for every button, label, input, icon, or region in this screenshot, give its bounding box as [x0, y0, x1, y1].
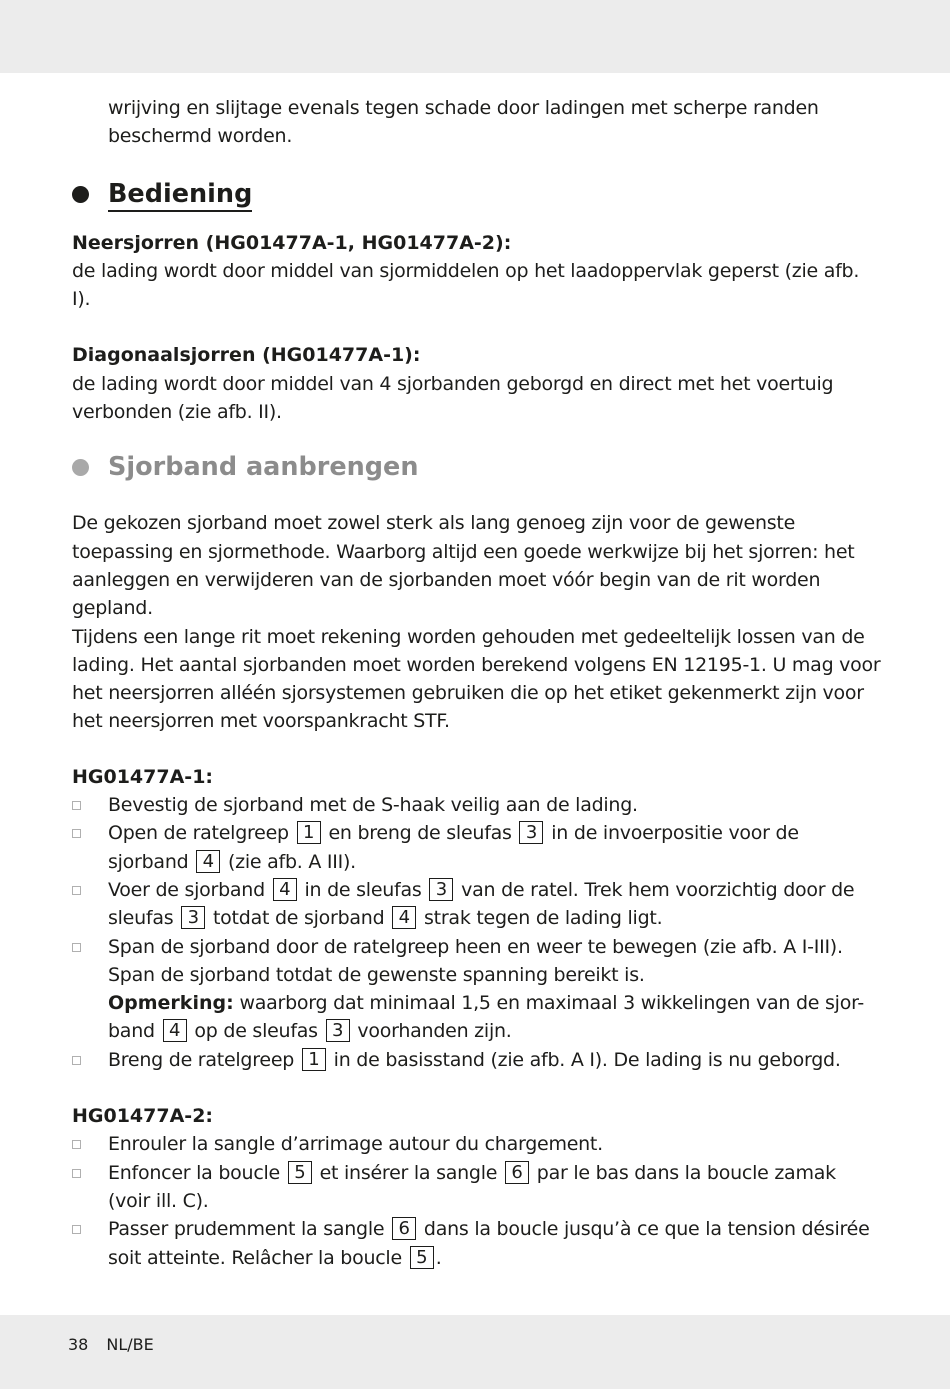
- ref-number: 3: [429, 878, 453, 901]
- checkbox-square-icon: [72, 943, 81, 952]
- ref-number: 3: [181, 906, 205, 929]
- ref-number: 6: [392, 1217, 416, 1240]
- checkbox-square-icon: [72, 1140, 81, 1149]
- bullet-dot-icon: [72, 459, 89, 476]
- sjorband-paragraph-1: De gekozen sjorband moet zowel sterk als lang genoeg zijn voor de gewenste toepassing en sjormethode. Waarborg altijd een goede werkwijze bij het sjorren: het aanleggen en verwijderen van de sjorbanden moet vóór begin van de rit worden gepland.: [72, 512, 855, 620]
- note-label: Opmerking:: [108, 992, 234, 1015]
- checkbox-square-icon: [72, 829, 81, 838]
- page-footer: [68, 1333, 172, 1357]
- list-item: Enfoncer la boucle 5 et insérer la sangle 6 par le bas dans la boucle zamak (voir ill. C).: [72, 1159, 882, 1216]
- ref-number: 4: [163, 1019, 187, 1042]
- section-title-sjorband: Sjorband aanbrengen: [72, 451, 882, 483]
- ref-number: 1: [302, 1048, 326, 1071]
- neersjorren-title: Neersjorren (HG01477A-1, HG01477A-2):: [72, 231, 512, 254]
- list-item: Passer prudemment la sangle 6 dans la boucle jusqu’à ce que la tension désirée soit atteinte. Relâcher la boucle 5 .: [72, 1215, 882, 1272]
- list-item: Breng de ratelgreep 1 in de basisstand (zie afb. A I). De lading is nu geborgd.: [72, 1046, 882, 1074]
- ref-number: 4: [196, 850, 220, 873]
- hg1-title: HG01477A-1:: [72, 765, 214, 788]
- ref-number: 4: [273, 878, 297, 901]
- ref-number: 1: [297, 821, 321, 844]
- hg2-steps: [72, 1130, 882, 1271]
- ref-number: 6: [505, 1161, 529, 1184]
- page-content: [72, 94, 882, 1272]
- hg1-steps: [72, 791, 882, 1074]
- header-band: [0, 0, 950, 73]
- list-item: Bevestig de sjorband met de S-haak veilig aan de lading.: [72, 791, 882, 819]
- list-item: Open de ratelgreep 1 en breng de sleufas 3 in de invoerpositie voor de sjorband 4 (zie afb. A III).: [72, 819, 882, 876]
- ref-number: 5: [410, 1246, 434, 1269]
- list-item: Span de sjorband door de ratelgreep heen en weer te bewegen (zie afb. A I-III). Span de sjorband totdat de gewenste spanning bereikt is. Opmerking: waarborg dat minimaal 1,5 en maximaal 3 wikkelingen van de sjor-band 4 op de sleufas 3 voorhanden zijn.: [72, 933, 882, 1046]
- checkbox-square-icon: [72, 886, 81, 895]
- neersjorren-text: de lading wordt door middel van sjormiddelen op het laadoppervlak geperst (zie afb. I).: [72, 259, 860, 311]
- checkbox-square-icon: [72, 1225, 81, 1234]
- checkbox-square-icon: [72, 1056, 81, 1065]
- diagonaalsjorren-text: de lading wordt door middel van 4 sjorbanden geborgd en direct met het voertuig verbonden (zie afb. II).: [72, 372, 834, 424]
- page-number: 38: [68, 1335, 89, 1354]
- checkbox-square-icon: [72, 1169, 81, 1178]
- bullet-dot-icon: [72, 186, 89, 203]
- ref-number: 4: [392, 906, 416, 929]
- list-item: Enrouler la sangle d’arrimage autour du chargement.: [72, 1130, 882, 1158]
- diagonaalsjorren-title: Diagonaalsjorren (HG01477A-1):: [72, 344, 421, 367]
- checkbox-square-icon: [72, 801, 81, 810]
- locale-label: NL/BE: [106, 1335, 154, 1354]
- ref-number: 3: [519, 821, 543, 844]
- hg2-title: HG01477A-2:: [72, 1105, 214, 1128]
- ref-number: 5: [288, 1161, 312, 1184]
- list-item: Voer de sjorband 4 in de sleufas 3 van de ratel. Trek hem voorzichtig door de sleufas 3 totdat de sjorband 4 strak tegen de lading ligt.: [72, 876, 882, 933]
- section-title-bediening: Bediening: [72, 178, 882, 210]
- intro-text: wrijving en slijtage evenals tegen schade door ladingen met scherpe randen beschermd worden.: [108, 97, 819, 148]
- ref-number: 3: [326, 1019, 350, 1042]
- sjorband-paragraph-2: Tijdens een lange rit moet rekening worden gehouden met gedeeltelijk lossen van de lading. Het aantal sjorbanden moet worden berekend volgens EN 12195-1. U mag voor het neersjorren alléén sjorsystemen gebruiken die op het etiket gekenmerkt zijn voor het neersjorren met voorspankracht STF.: [72, 625, 881, 733]
